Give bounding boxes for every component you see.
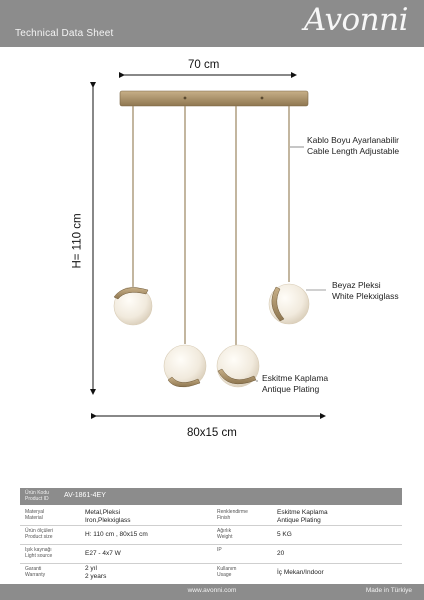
header-bar	[0, 0, 424, 47]
height-label: H= 110 cm	[71, 213, 84, 269]
product-id-value: AV-1861-4EY	[64, 492, 106, 499]
spec-row: Garanti Warranty 2 yıl 2 years Kullanım Usage İç Mekan/Indoor	[25, 565, 324, 580]
pendant-globe-3	[217, 345, 259, 387]
product-id-row: Ürün Kodu Product ID AV-1861-4EY	[20, 488, 402, 505]
brand-logo: Avonni	[303, 2, 408, 38]
spec-row: Ürün ölçüleri Product size H: 110 cm , 80x15 cm Ağırlık Weight 5 KG	[25, 528, 292, 540]
width-label: 70 cm	[188, 59, 220, 71]
bottom-size-label: 80x15 cm	[187, 427, 237, 439]
footer-bar	[0, 584, 424, 600]
spec-row: Işık kaynağı Light source E27 - 4x7 W IP 20	[25, 547, 285, 559]
plating-note: Eskitme Kaplama Antique Plating	[262, 373, 329, 394]
pendant-globe-2	[164, 345, 206, 387]
spec-row: Materyal Material Metal,Pleksi Iron,Plekxiglass Renklendirme Finish Eskitme Kaplama Antique Plating	[25, 509, 328, 524]
pendant-globe-1	[114, 287, 152, 325]
lamp-illustration	[0, 47, 424, 487]
pendant-globe-4	[269, 284, 309, 324]
globe-note: Beyaz Pleksi White Plekxiglass	[332, 280, 399, 301]
website-link[interactable]: www.avonni.com	[187, 587, 237, 594]
made-in-label: Made in Türkiye	[365, 587, 412, 594]
cable-note: Kablo Boyu Ayarlanabilir Cable Length Adjustable	[307, 135, 400, 156]
technical-drawing	[0, 47, 424, 487]
ceiling-canopy	[120, 91, 308, 106]
spec-table	[20, 488, 402, 583]
page-title: Technical Data Sheet	[15, 28, 114, 39]
